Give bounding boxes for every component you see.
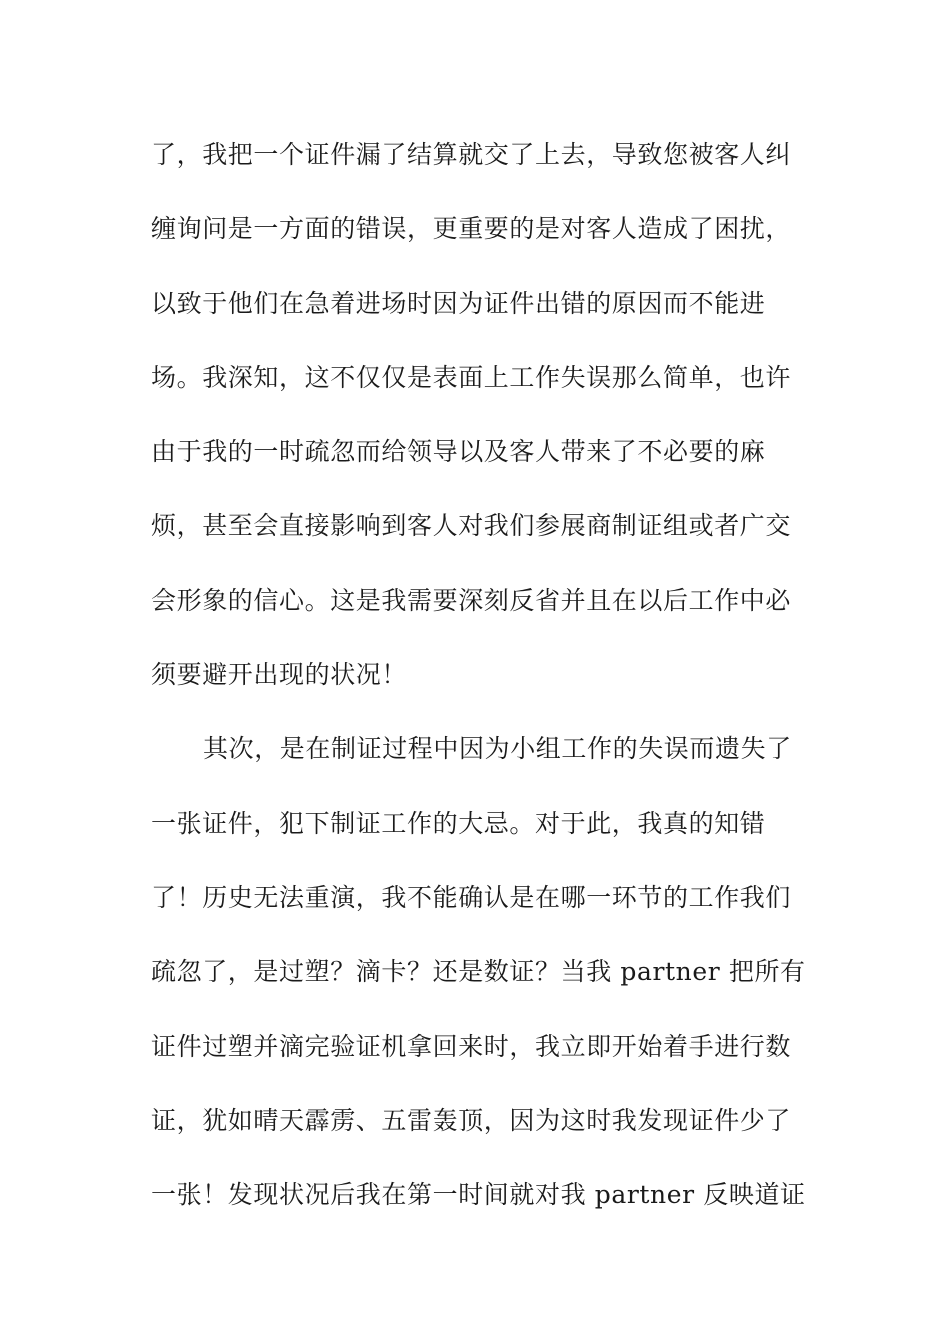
text-line: 会形象的信心。这是我需要深刻反省并且在以后工作中必 [151,585,792,615]
text-line: 疏忽了，是过塑？滴卡？还是数证？当我 partner 把所有 [151,957,806,987]
paragraph-start-line: 其次，是在制证过程中因为小组工作的失误而遗失了 [203,734,792,764]
text-line: 证件过塑并滴完验证机拿回来时，我立即开始着手进行数 [151,1031,792,1061]
text-line: 烦，甚至会直接影响到客人对我们参展商制证组或者广交 [151,511,792,541]
text-line: 须要避开出现的状况！ [151,660,408,690]
text-line: 缠询问是一方面的错误，更重要的是对客人造成了困扰， [151,214,792,244]
text-line: 场。我深知，这不仅仅是表面上工作失误那么简单，也许 [151,362,792,392]
text-line: 由于我的一时疏忽而给领导以及客人带来了不必要的麻 [151,437,766,467]
text-line: 了！历史无法重演，我不能确认是在哪一环节的工作我们 [151,882,792,912]
text-line: 以致于他们在急着进场时因为证件出错的原因而不能进 [151,288,766,318]
text-line: 一张证件，犯下制证工作的大忌。对于此，我真的知错 [151,808,766,838]
document-body [151,130,806,1244]
text-line: 一张！发现状况后我在第一时间就对我 partner 反映道证 [151,1180,806,1210]
text-line: 证，犹如晴天霹雳、五雷轰顶，因为这时我发现证件少了 [151,1105,792,1135]
text-line: 了，我把一个证件漏了结算就交了上去，导致您被客人纠 [151,140,792,169]
